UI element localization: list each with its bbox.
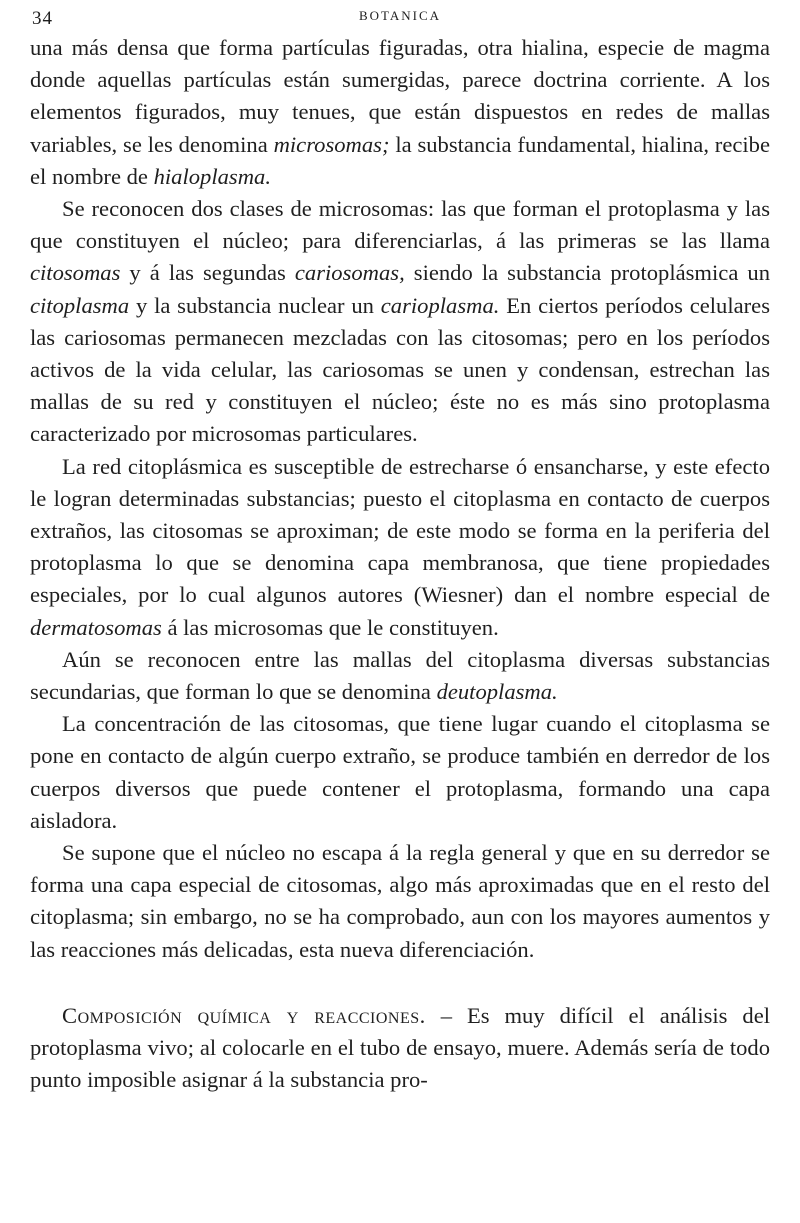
paragraph — [30, 644, 770, 708]
text-run: y á las segundas — [120, 260, 295, 286]
body-text — [30, 32, 770, 1097]
paragraph — [30, 451, 770, 644]
italic-term: citoplasma — [30, 292, 130, 318]
italic-term: dermatosomas — [30, 614, 162, 640]
italic-term: microsomas; — [273, 131, 390, 157]
paragraph — [30, 193, 770, 451]
italic-term: cariosomas, — [294, 260, 405, 286]
paragraph — [30, 837, 770, 966]
page-number: 34 — [32, 8, 53, 29]
paragraph — [30, 708, 770, 837]
text-run: siendo la substancia protoplásmica un — [404, 260, 770, 286]
text-run: la substancia fundamental, hialina, recibe el nombre de — [30, 131, 770, 189]
italic-term: deutoplasma. — [436, 679, 558, 705]
text-run: Aún se reconocen entre las mallas del citoplasma diversas substancias secundarias, que forman lo que se denomina — [30, 646, 770, 705]
italic-term: carioplasma. — [380, 292, 500, 318]
text-run: y la substancia nuclear un — [129, 292, 381, 318]
text-run: Se supone que el núcleo no escapa á la regla general y que en su derredor se forma una capa especial de citosomas, algo más aproximadas que en el resto del citoplasma; sin embargo, no se ha comprobado, aun con los mayores aumentos y las reacciones más delicadas, esta nueva diferenciación. — [30, 840, 770, 962]
text-run: una más densa que forma partículas figuradas, otra hialina, especie de magma donde aquellas partículas están sumergidas, parece doctrina corriente. A los elementos figurados, muy tenues, que están dispuestos en redes de mallas variables, se les denomina — [30, 35, 770, 157]
paragraph — [30, 1000, 770, 1097]
italic-term: citosomas — [30, 260, 121, 286]
text-run: á las microsomas que le constituyen. — [161, 614, 499, 640]
text-run: La concentración de las citosomas, que tiene lugar cuando el citoplasma se pone en contacto de algún cuerpo extraño, se produce también en derredor de los cuerpos diversos que puede contener el protoplasma, formando una capa aisladora. — [30, 711, 770, 833]
text-run: La red citoplásmica es susceptible de estrecharse ó ensancharse, y este efecto le logran determinadas substancias; puesto el citoplasma en contacto de cuerpos extraños, las citosomas se aproximan; de este modo se forma en la periferia del protoplasma lo que se denomina capa membranosa, que tiene propiedades especiales, por lo cual algunos autores (Wiesner) dan el nombre especial de — [30, 453, 770, 608]
running-head: BOTANICA — [358, 8, 442, 23]
paragraph — [30, 32, 770, 193]
text-run: Se reconocen dos clases de microsomas: las que forman el protoplasma y las que constituyen el núcleo; para diferenciarlas, á las primeras se las llama — [30, 196, 770, 254]
text-run: – Es muy difícil el análisis del protoplasma vivo; al colocarle en el tubo de ensayo, muere. Además sería de todo punto imposible asignar á la substancia pro- — [30, 1002, 771, 1093]
italic-term: hialoplasma. — [153, 163, 271, 189]
text-run: En ciertos períodos celulares las cariosomas permanecen mezcladas con las citosomas; pero en los períodos activos de la vida celular, las cariosomas se unen y condensan, estrechan las mallas de su red y constituyen el núcleo; éste no es más sino protoplasma caracterizado por microsomas particulares. — [30, 292, 770, 447]
section-heading: Composición química y reacciones. — [62, 1002, 426, 1028]
